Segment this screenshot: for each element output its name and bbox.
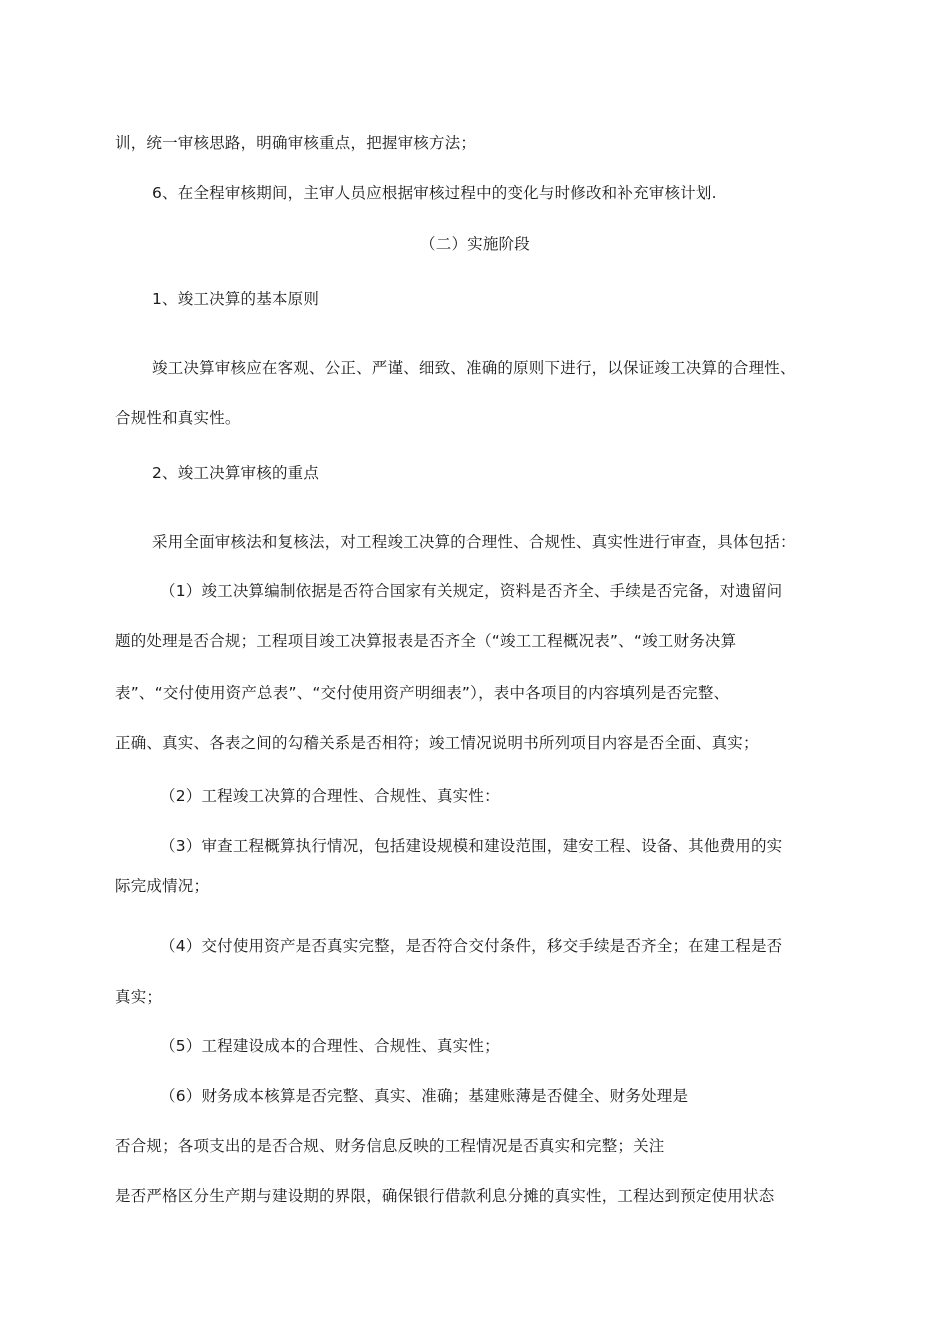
list-item-2: （2）工程竣工决算的合理性、合规性、真实性：: [160, 787, 500, 805]
paragraph-line: 真实；: [115, 988, 163, 1006]
paragraph-line: 训，统一审核思路，明确审核重点，把握审核方法；: [115, 134, 477, 152]
paragraph-line: 合规性和真实性。: [115, 409, 241, 427]
paragraph-line: 竣工决算审核应在客观、公正、严谨、细致、准确的原则下进行，以保证竣工决算的合理性、: [152, 359, 796, 377]
list-item-6: （6）财务成本核算是否完整、真实、准确；基建账薄是否健全、财务处理是: [160, 1087, 689, 1105]
paragraph-line: 是否严格区分生产期与建设期的界限，确保银行借款利息分摊的真实性，工程达到预定使用状态: [115, 1187, 775, 1205]
subsection-heading-2: 2、竣工决算审核的重点: [152, 464, 320, 482]
paragraph-line: 际完成情况；: [115, 877, 210, 895]
paragraph-line: 正确、真实、各表之间的勾稽关系是否相符；竣工情况说明书所列项目内容是否全面、真实；: [115, 734, 759, 752]
paragraph-line: 否合规；各项支出的是否合规、财务信息反映的工程情况是否真实和完整；关注: [115, 1137, 665, 1155]
subsection-heading-1: 1、竣工决算的基本原则: [152, 290, 320, 308]
paragraph-line: 表”、“交付使用资产总表”、“交付使用资产明细表”），表中各项目的内容填列是否完整、: [115, 684, 730, 702]
list-item-5: （5）工程建设成本的合理性、合规性、真实性；: [160, 1037, 500, 1055]
paragraph-line: 题的处理是否合规；工程项目竣工决算报表是否齐全（“竣工工程概况表”、“竣工财务决算: [115, 632, 737, 650]
list-item-6: 6、在全程审核期间，主审人员应根据审核过程中的变化与时修改和补充审核计划.: [152, 184, 717, 202]
paragraph-line: 采用全面审核法和复核法，对工程竣工决算的合理性、合规性、真实性进行审查，具体包括：: [152, 533, 796, 551]
section-heading: （二）实施阶段: [420, 235, 530, 253]
list-item-3: （3）审查工程概算执行情况，包括建设规模和建设范围，建安工程、设备、其他费用的实: [160, 837, 783, 855]
list-item-4: （4）交付使用资产是否真实完整，是否符合交付条件，移交手续是否齐全；在建工程是否: [160, 937, 783, 955]
list-item-1: （1）竣工决算编制依据是否符合国家有关规定，资料是否齐全、手续是否完备，对遗留问: [160, 582, 783, 600]
